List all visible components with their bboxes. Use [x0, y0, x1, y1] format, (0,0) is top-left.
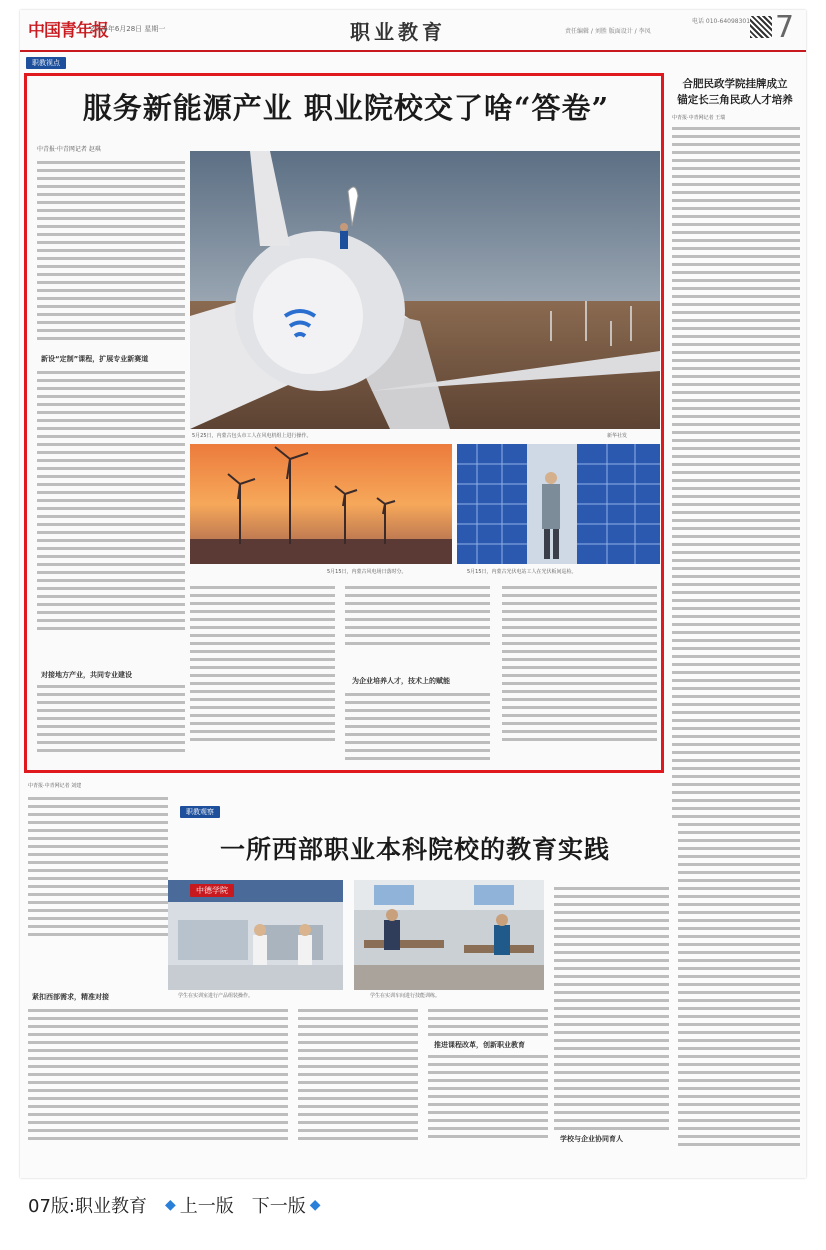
lower-text-column	[28, 1004, 168, 1145]
newspaper-page	[20, 10, 806, 1178]
lower-subhead-2: 学校与企业协同育人	[560, 1135, 623, 1143]
solar-panels-photo	[457, 444, 660, 564]
headline-byline: 中青报·中青网记者 赵琪	[37, 146, 101, 153]
photo3-caption: 5月15日，内蒙古光伏电站工人在光伏板间巡检。	[467, 569, 577, 575]
subhead-2: 对接地方产业，共同专业建设	[41, 671, 132, 679]
masthead-divider	[20, 50, 806, 52]
page-label: 07版:职业教育	[28, 1196, 147, 1217]
lower-text-column	[428, 1050, 548, 1143]
contact-line: 电话 010-64098301	[692, 18, 751, 25]
article-text-column	[502, 581, 657, 746]
sidebar-title-line-1: 合肥民政学院挂牌成立	[682, 78, 788, 90]
lower-text-column	[28, 792, 168, 941]
lower-text-column	[554, 882, 669, 1135]
lower-text-column	[678, 810, 800, 1151]
wind-turbine-photo	[190, 151, 660, 429]
headline-tag: 职教视点	[26, 57, 66, 69]
lower-text-column	[298, 1004, 418, 1145]
article-text-column	[37, 156, 185, 345]
lab-banner: 中德学院	[190, 884, 234, 897]
article-text-column	[345, 688, 490, 765]
main-photo-caption: 5月25日，内蒙古包头市工人在风电机组上进行操作。	[192, 433, 312, 439]
lower-photo1-caption: 学生在实训室进行产品组装操作。	[178, 993, 254, 999]
lower-article-title: 一所西部职业本科院校的教育实践	[219, 835, 610, 864]
prev-page-link[interactable]	[165, 1192, 234, 1218]
headline-title: 服务新能源产业 职业院校交了啥“答卷”	[82, 91, 610, 125]
arrow-right-icon: ◆	[309, 1197, 321, 1213]
lower-text-column	[168, 1004, 288, 1145]
photo2-caption: 5月15日，内蒙古风电场日落时分。	[327, 569, 407, 575]
prev-page-label: 上一版	[179, 1196, 234, 1217]
lower-tag: 职教观察	[180, 806, 220, 818]
next-page-label: 下一版	[251, 1196, 306, 1217]
arrow-left-icon: ◆	[164, 1197, 176, 1213]
headline-article[interactable]	[24, 73, 664, 773]
page-number: 7	[775, 10, 795, 45]
lower-photo2-caption: 学生在实训车间进行技能训练。	[370, 993, 441, 999]
subhead-1: 新设“定制”课程，扩展专业新赛道	[41, 355, 149, 363]
lower-byline: 中青报·中青网记者 刘建	[28, 783, 82, 789]
editors-line: 责任编辑 / 刘胜 版面设计 / 李凤	[565, 28, 651, 35]
page-navigation	[28, 1192, 321, 1218]
article-text-column	[190, 581, 335, 746]
qr-code-icon	[750, 16, 772, 38]
article-text-column	[37, 366, 185, 635]
lower-subhead-1: 紧扣西部需求，精准对接	[32, 993, 109, 1001]
article-text-column	[345, 581, 490, 650]
sidebar-title-line-2: 锚定长三角民政人才培养	[677, 94, 793, 106]
lower-text-column	[428, 1004, 548, 1041]
sunset-turbines-photo	[190, 444, 452, 564]
lower-subhead-3: 推进课程改革，创新职业教育	[434, 1041, 525, 1049]
photo-credit: 新华社发	[607, 433, 628, 439]
article-text-column	[37, 680, 185, 757]
subhead-3: 为企业培养人才，技术上的赋能	[352, 677, 450, 685]
issue-date: 2024年6月28日 星期一	[90, 25, 166, 33]
newspaper-logo: 中国青年报	[28, 21, 108, 41]
section-title: 职业教育	[350, 20, 446, 44]
sidebar-text-column	[672, 122, 800, 823]
sidebar-article-title	[668, 76, 802, 108]
workshop-photo	[354, 880, 544, 990]
sidebar-byline: 中青报·中青网记者 王瑞	[672, 115, 726, 121]
next-page-link[interactable]	[252, 1192, 321, 1218]
masthead	[20, 10, 806, 54]
